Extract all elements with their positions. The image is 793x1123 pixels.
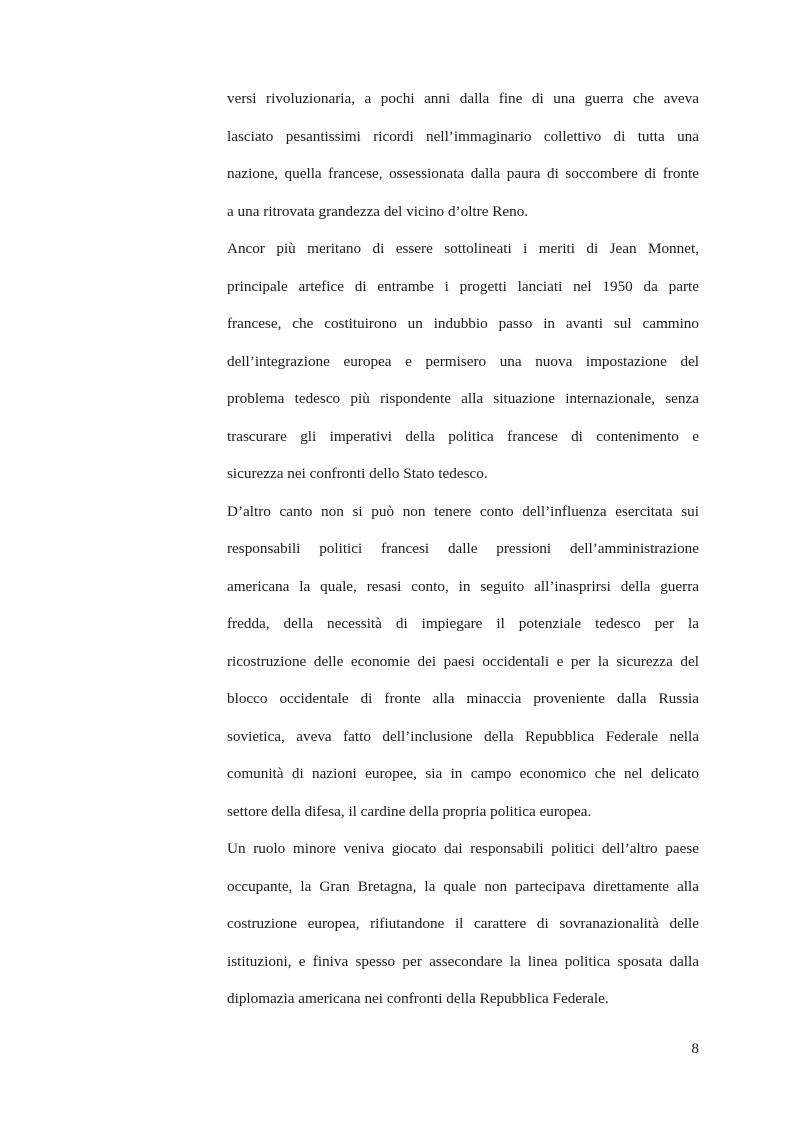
text-line: Un ruolo minore veniva giocato dai responsabili politici dell’altro paese: [227, 840, 699, 857]
paragraph-1: [227, 89, 699, 239]
text-line: settore della difesa, il cardine della propria politica europea.: [227, 802, 592, 820]
paragraph-4: [227, 839, 699, 1027]
text-line: lasciato pesantissimi ricordi nell’immaginario collettivo di tutta una: [227, 127, 699, 145]
text-line: fredda, della necessità di impiegare il potenziale tedesco per la: [227, 615, 699, 632]
text-line: sovietica, aveva fatto dell’inclusione della Repubblica Federale nella: [227, 727, 699, 745]
text-line: a una ritrovata grandezza del vicino d’oltre Reno.: [227, 202, 529, 220]
text-line: responsabili politici francesi dalle pressioni dell’amministrazione: [227, 540, 699, 557]
paragraph-3: [227, 502, 699, 840]
text-line: costruzione europea, rifiutandone il carattere di sovranazionalità delle: [227, 915, 699, 932]
text-line: comunità di nazioni europee, sia in campo economico che nel delicato: [227, 765, 699, 782]
page-number: 8: [691, 1040, 699, 1057]
text-line: trascurare gli imperativi della politica francese di contenimento e: [227, 427, 699, 445]
page-body: [227, 89, 699, 1027]
text-line: ricostruzione delle economie dei paesi occidentali e per la sicurezza del: [227, 652, 699, 670]
text-line: istituzioni, e finiva spesso per assecondare la linea politica sposata dalla: [227, 952, 699, 970]
text-line: diplomazia americana nei confronti della Repubblica Federale.: [227, 990, 609, 1007]
text-line: versi rivoluzionaria, a pochi anni dalla fine di una guerra che aveva: [227, 90, 699, 107]
text-line: problema tedesco più rispondente alla situazione internazionale, senza: [227, 390, 699, 407]
text-line: nazione, quella francese, ossessionata dalla paura di soccombere di fronte: [227, 165, 699, 182]
text-line: occupante, la Gran Bretagna, la quale non partecipava direttamente alla: [227, 877, 699, 895]
text-line: dell’integrazione europea e permisero una nuova impostazione del: [227, 352, 699, 370]
text-line: principale artefice di entrambe i progetti lanciati nel 1950 da parte: [227, 277, 699, 295]
text-line: sicurezza nei confronti dello Stato tedesco.: [227, 465, 488, 482]
paragraph-2: [227, 239, 699, 502]
text-line: blocco occidentale di fronte alla minaccia proveniente dalla Russia: [227, 690, 699, 707]
text-line: americana la quale, resasi conto, in seguito all’inasprirsi della guerra: [227, 577, 699, 595]
text-line: Ancor più meritano di essere sottolineati i meriti di Jean Monnet,: [227, 240, 699, 257]
text-line: francese, che costituirono un indubbio passo in avanti sul cammino: [227, 315, 699, 332]
text-line: D’altro canto non si può non tenere conto dell’influenza esercitata sui: [227, 502, 699, 520]
